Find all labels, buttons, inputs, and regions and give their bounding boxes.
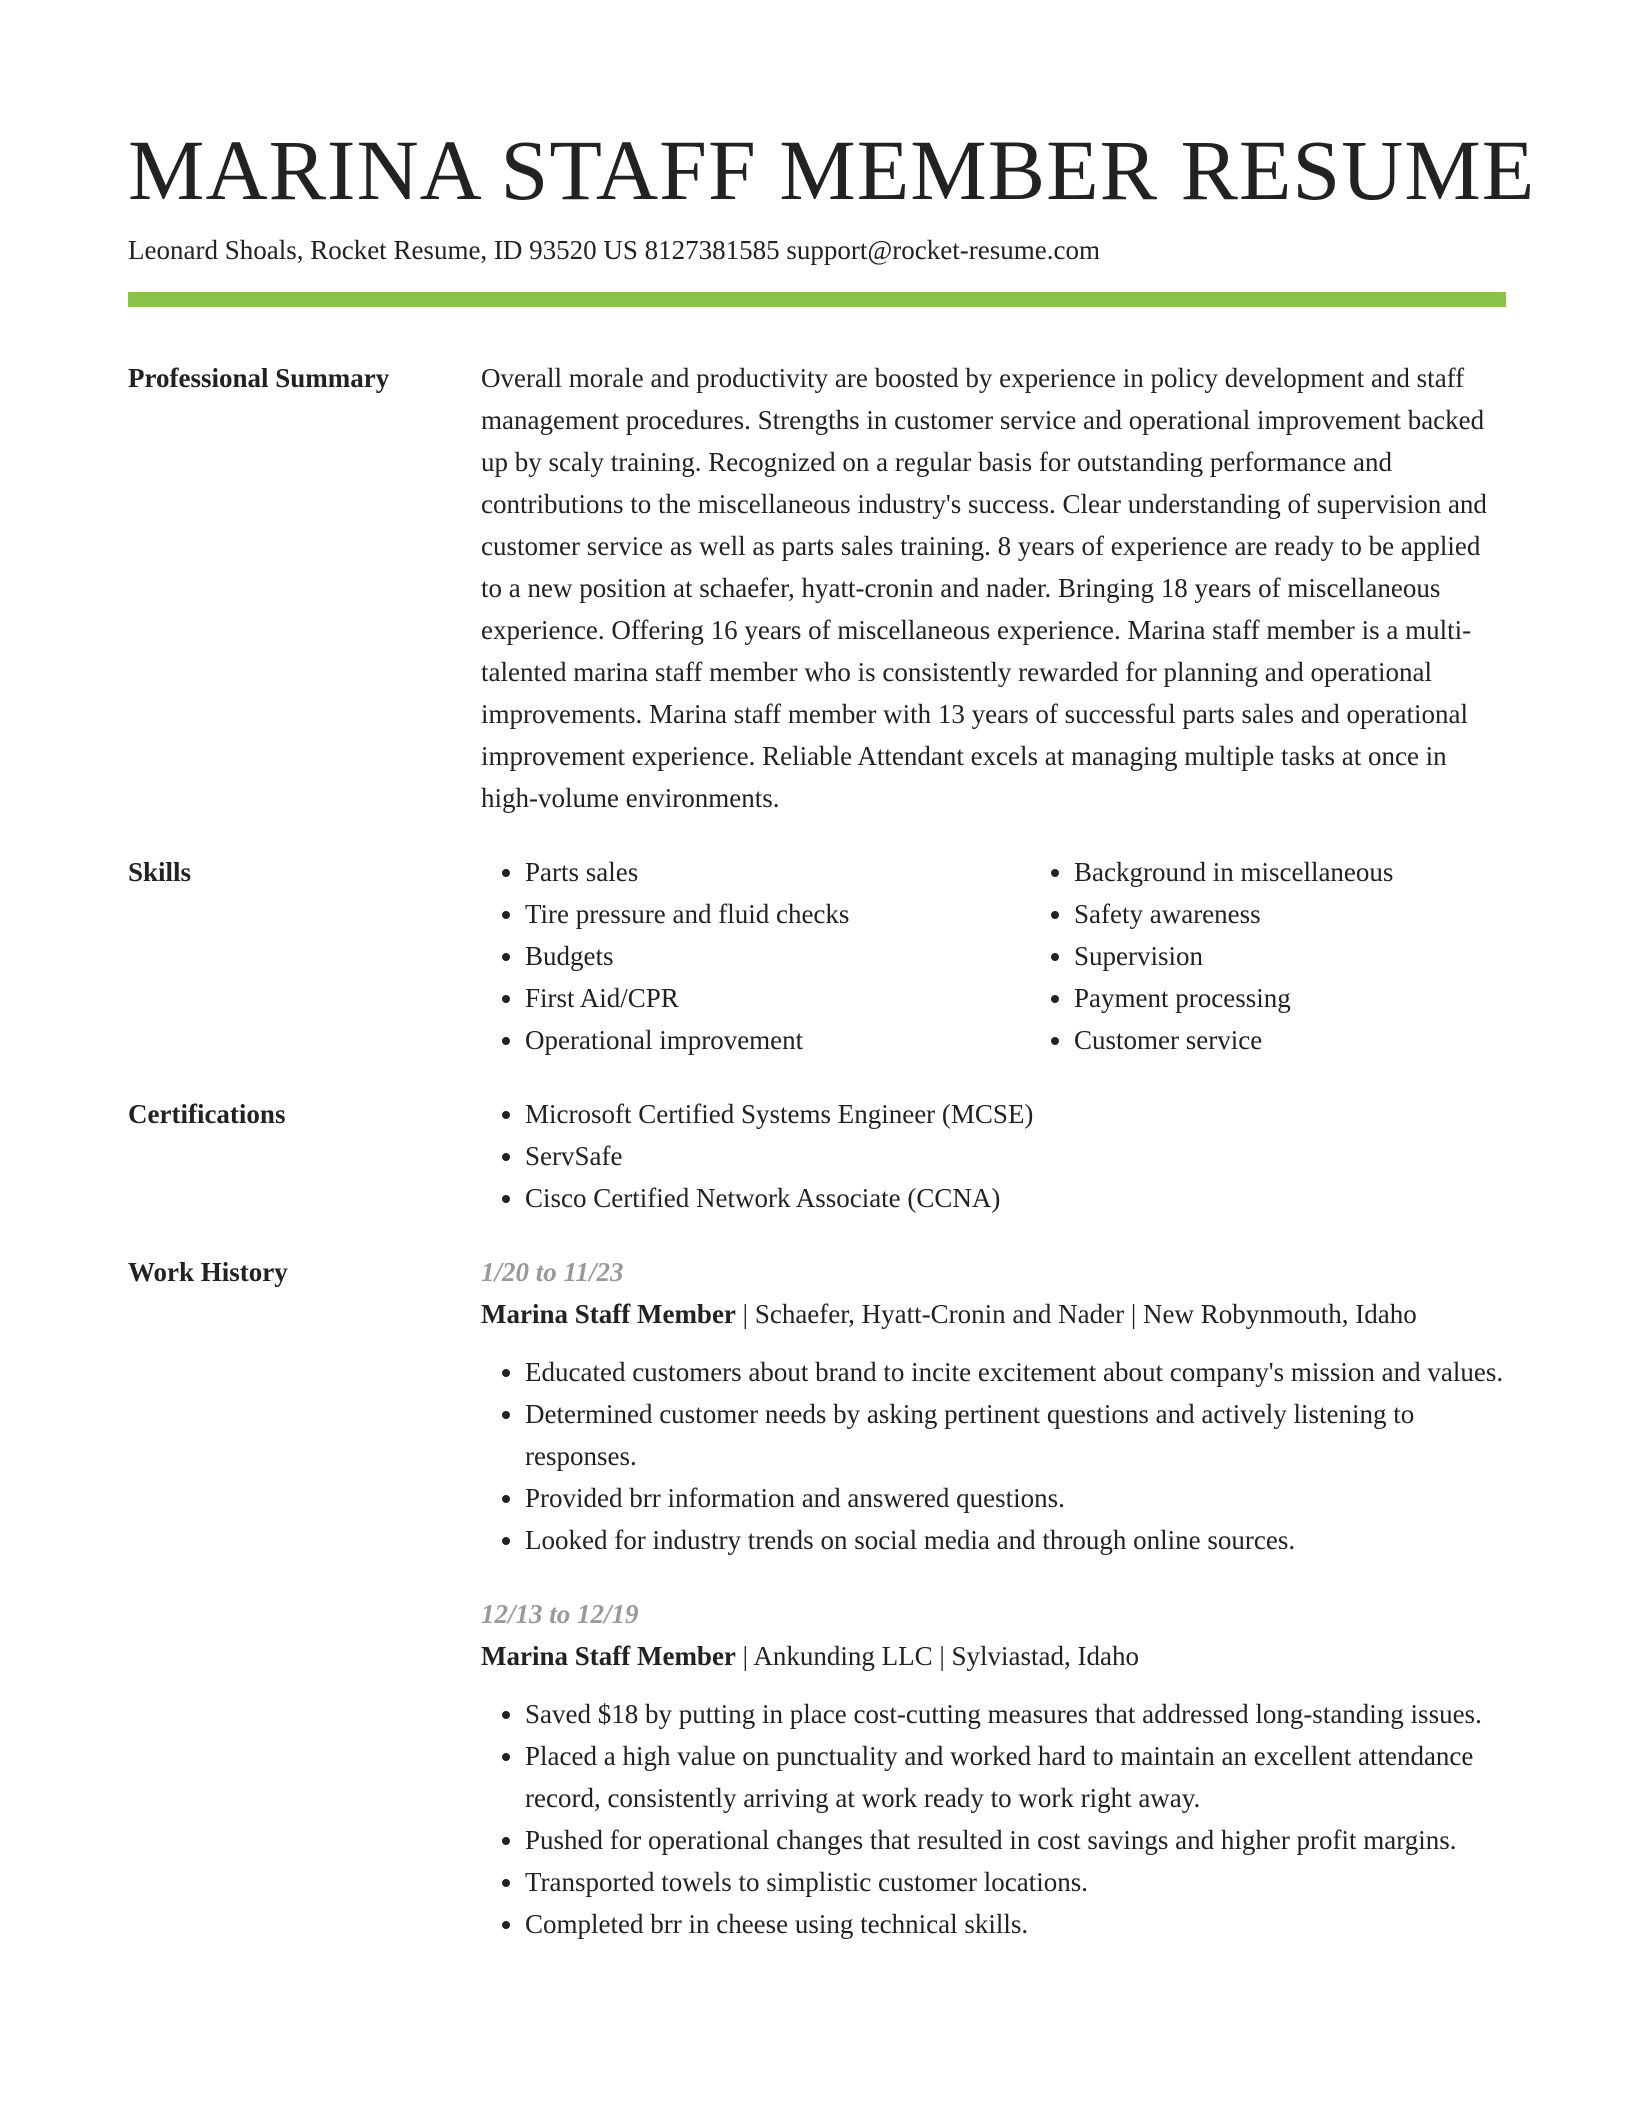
certifications-body [481, 1093, 1506, 1219]
work-history-section [128, 1251, 1506, 1945]
job-bullet: • Looked for industry trends on social media and through online sources. [525, 1519, 1506, 1561]
work-history-body [481, 1251, 1506, 1945]
job-heading [481, 1293, 1506, 1335]
skill-item: • First Aid/CPR [525, 977, 1030, 1019]
job-dates: 12/13 to 12/19 [481, 1599, 639, 1629]
resume-page [128, 120, 1536, 1945]
certifications-list [481, 1093, 1506, 1219]
job-dates: 1/20 to 11/23 [481, 1257, 624, 1287]
summary-section [128, 357, 1506, 819]
job-bullet: • Educated customers about brand to incite excitement about company's mission and values. [525, 1351, 1506, 1393]
certification-item: • Cisco Certified Network Associate (CCNA) [525, 1177, 1506, 1219]
job-entry [481, 1251, 1506, 1561]
skill-item: • Background in miscellaneous [1074, 851, 1579, 893]
job-bullet: • Provided brr information and answered questions. [525, 1477, 1506, 1519]
summary-label: Professional Summary [128, 363, 390, 393]
job-bullet: • Pushed for operational changes that resulted in cost savings and higher profit margins. [525, 1819, 1506, 1861]
skill-item: • Payment processing [1074, 977, 1579, 1019]
skill-item: • Safety awareness [1074, 893, 1579, 935]
skill-item: • Customer service [1074, 1019, 1579, 1061]
skill-item: • Supervision [1074, 935, 1579, 977]
job-heading [481, 1635, 1506, 1677]
job-entry [481, 1593, 1506, 1945]
skill-item: • Budgets [525, 935, 1030, 977]
certification-item: • Microsoft Certified Systems Engineer (MCSE) [525, 1093, 1506, 1135]
job-bullet: • Transported towels to simplistic customer locations. [525, 1861, 1506, 1903]
skill-item: • Parts sales [525, 851, 1030, 893]
certification-item: • ServSafe [525, 1135, 1506, 1177]
job-bullet: • Placed a high value on punctuality and worked hard to maintain an excellent attendance record, consistently arriving at work ready to work right away. [525, 1735, 1506, 1819]
summary-text: Overall morale and productivity are boosted by experience in policy development and staff management procedures. Strengths in customer service and operational improvement backed up by scaly training. Recognized on a regular basis for outstanding performance and contributions to the miscellaneous industry's success. Clear understanding of supervision and customer service as well as parts sales training. 8 years of experience are ready to be applied to a new position at schaefer, hyatt-cronin and nader. Bringing 18 years of miscellaneous experience. Offering 16 years of miscellaneous experience. Marina staff member is a multi-talented marina staff member who is consistently rewarded for planning and operational improvements. Marina staff member with 13 years of successful parts sales and operational improvement experience. Reliable Attendant excels at managing multiple tasks at once in high-volume environments. [481, 363, 1487, 813]
certifications-label: Certifications [128, 1099, 286, 1129]
accent-divider [128, 292, 1506, 307]
job-bullets [481, 1693, 1506, 1945]
resume-title: MARINA STAFF MEMBER RESUME [128, 122, 1536, 218]
certifications-section [128, 1093, 1506, 1219]
skills-section [128, 851, 1506, 1061]
skill-item: • Tire pressure and fluid checks [525, 893, 1030, 935]
work-history-label: Work History [128, 1257, 288, 1287]
job-details: | Schaefer, Hyatt-Cronin and Nader | New Robynmouth, Idaho [735, 1299, 1417, 1329]
skills-columns [481, 851, 1579, 1061]
skills-list-left [481, 851, 1030, 1061]
skills-list-right [1030, 851, 1579, 1061]
job-title: Marina Staff Member [481, 1641, 736, 1671]
job-bullet: • Completed brr in cheese using technical skills. [525, 1903, 1506, 1945]
job-bullet: • Saved $18 by putting in place cost-cutting measures that addressed long-standing issues. [525, 1693, 1506, 1735]
skill-item: • Operational improvement [525, 1019, 1030, 1061]
job-bullets [481, 1351, 1506, 1561]
contact-line: Leonard Shoals, Rocket Resume, ID 93520 US 8127381585 support@rocket-resume.com [128, 235, 1100, 265]
job-details: | Ankunding LLC | Sylviastad, Idaho [735, 1641, 1139, 1671]
job-bullet: • Determined customer needs by asking pertinent questions and actively listening to responses. [525, 1393, 1506, 1477]
job-title: Marina Staff Member [481, 1299, 736, 1329]
skills-label: Skills [128, 857, 192, 887]
